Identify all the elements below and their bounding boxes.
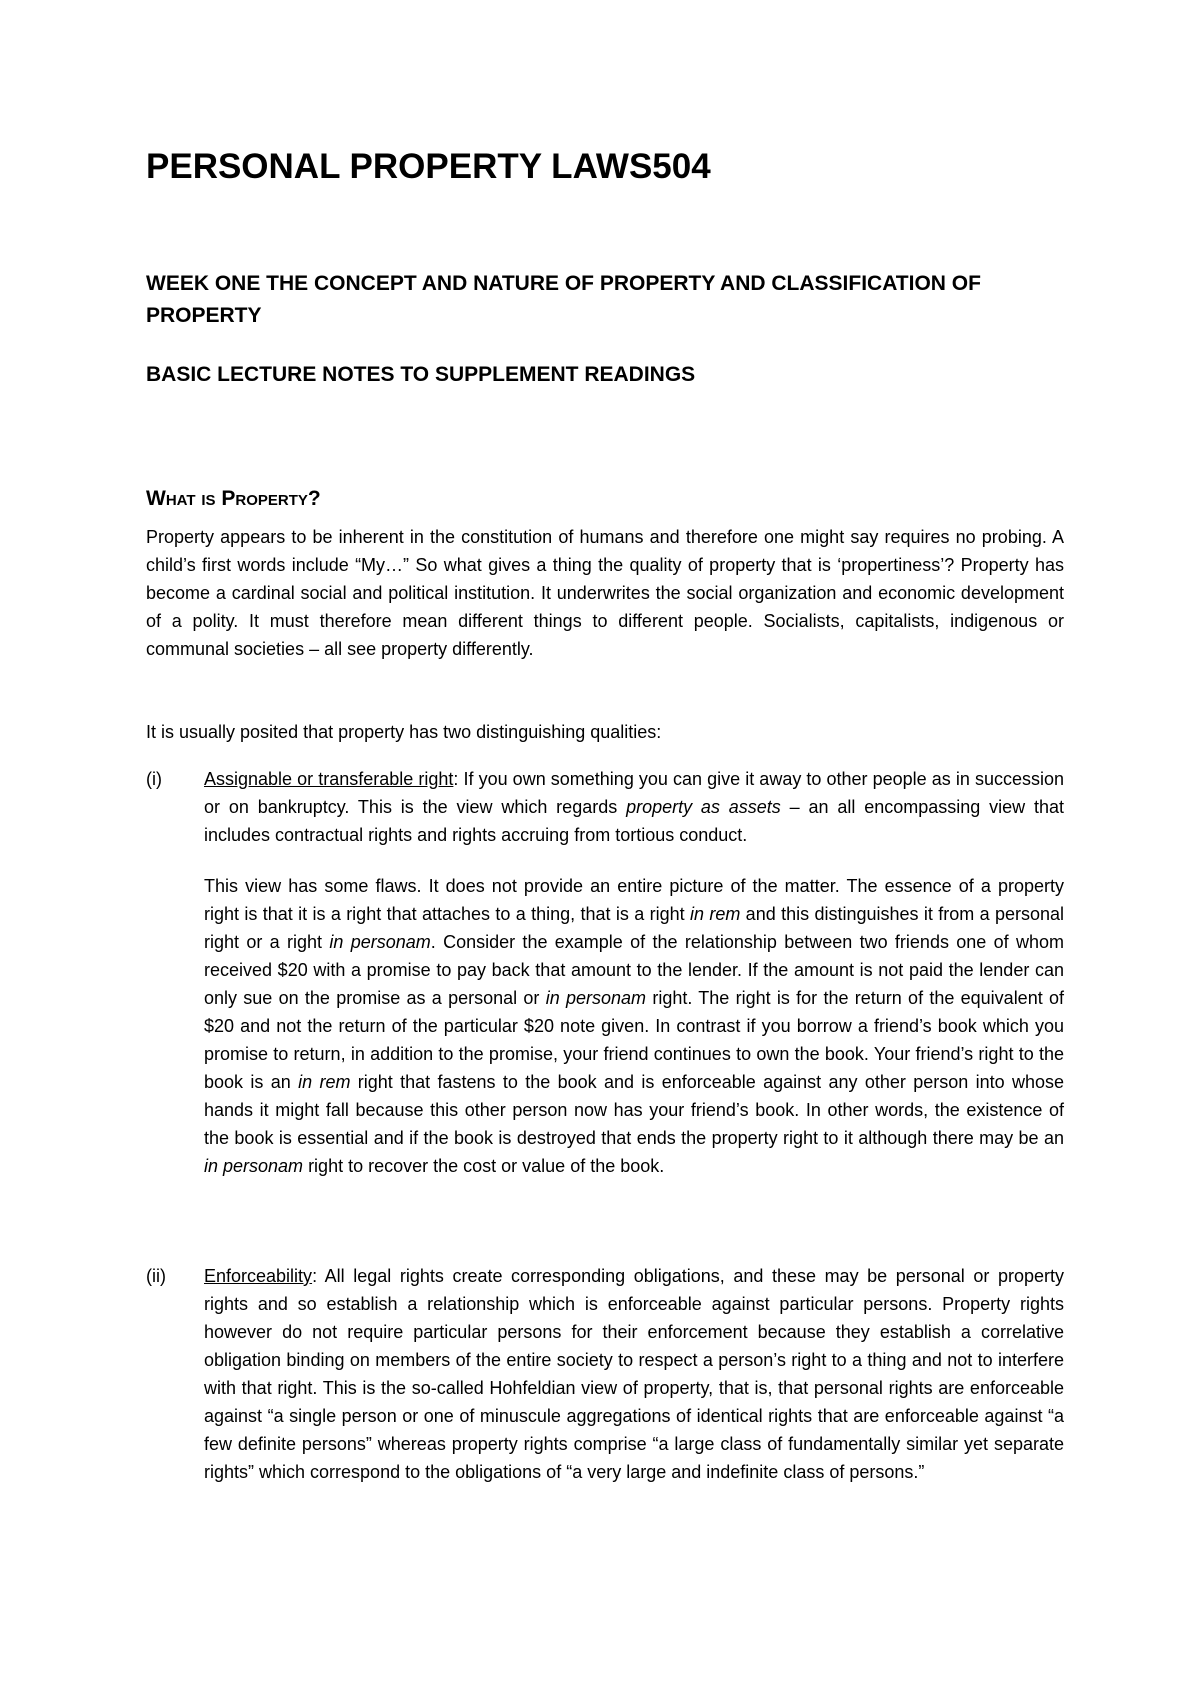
item-i-term: Assignable or transferable right xyxy=(204,769,454,789)
lecture-notes-heading: BASIC LECTURE NOTES TO SUPPLEMENT READINGS xyxy=(146,363,696,386)
item-ii-colon: : xyxy=(312,1266,318,1286)
flaws-text: right that fastens to the book and is enforceable against any other person into whose hands it might fall because this other person now has your friend’s book. In other words, the existence of the book is essential and if the book is destroyed that ends the property right to it although there may be an xyxy=(204,1072,1065,1148)
week-heading: WEEK ONE THE CONCEPT AND NATURE OF PROPERTY AND CLASSIFICATION OF PROPERTY xyxy=(146,272,981,327)
item-ii-paragraph xyxy=(204,1262,1064,1486)
qualities-intro-paragraph: It is usually posited that property has two distinguishing qualities: xyxy=(146,722,662,742)
item-i-text: – an all encompassing view that includes contractual rights and rights accruing from tortious conduct. xyxy=(204,797,1064,845)
flaws-emphasis: in personam xyxy=(545,988,647,1008)
item-label-ii: (ii) xyxy=(146,1266,166,1286)
section-heading: What is Property? xyxy=(146,487,321,510)
flaws-emphasis: in rem xyxy=(689,904,741,924)
item-i-paragraph xyxy=(204,765,1064,849)
flaws-text: . Consider the example of the relationship between two friends one of whom received $20 with a promise to pay back that amount to the lender. If the amount is not paid the lender can only sue on the promise as a personal or xyxy=(204,932,1064,1008)
flaws-text: This view has some flaws. It does not provide an entire picture of the matter. The essence of a property right is that it is a right that attaches to a thing, that is a right xyxy=(204,876,1064,924)
item-i-colon: : xyxy=(453,769,459,789)
item-ii-text: All legal rights create corresponding obligations, and these may be personal or property rights and so establish a relationship which is enforceable against particular persons. Property rights however do not require particular persons for their enforcement because they establish a correlative obligation binding on members of the entire society to respect a person’s right to a thing and not to interfere with that right. This is the so-called Hohfeldian view of property, that is, that personal rights are enforceable against “a single person or one of minuscule aggregations of identical rights that are enforceable against “a few definite persons” whereas property rights comprise “a large class of fundamentally similar yet separate rights” which correspond to the obligations of “a very large and indefinite class of persons.” xyxy=(204,1266,1064,1482)
intro-paragraph: Property appears to be inherent in the constitution of humans and therefore one might say requires no probing. A child’s first words include “My…” So what gives a thing the quality of property that is ‘propertiness’? Property has become a cardinal social and political institution. It underwrites the social organization and economic development of a polity. It must therefore mean different things to different people. Socialists, capitalists, indigenous or communal societies – all see property differently. xyxy=(146,527,1064,659)
flaws-text: and this distinguishes it from a personal right or a right xyxy=(204,904,1064,952)
item-i-flaws-paragraph xyxy=(204,872,1064,1180)
item-label-i: (i) xyxy=(146,769,162,789)
flaws-text: right to recover the cost or value of the book. xyxy=(303,1156,665,1176)
flaws-emphasis: in personam xyxy=(204,1156,304,1176)
flaws-text: right. The right is for the return of the equivalent of $20 and not the return of the particular $20 note given. In contrast if you borrow a friend’s book which you promise to return, in addition to the promise, your friend continues to own the book. Your friend’s right to the book is an xyxy=(204,988,1065,1092)
document-title: PERSONAL PROPERTY LAWS504 xyxy=(146,147,711,186)
item-ii-term: Enforceability xyxy=(204,1266,313,1286)
item-i-emphasis: property as assets xyxy=(626,797,781,817)
item-i-text: If you own something you can give it away to other people as in succession or on bankruptcy. This is the view which regards xyxy=(204,769,1064,817)
flaws-emphasis: in personam xyxy=(329,932,431,952)
flaws-emphasis: in rem xyxy=(298,1072,351,1092)
